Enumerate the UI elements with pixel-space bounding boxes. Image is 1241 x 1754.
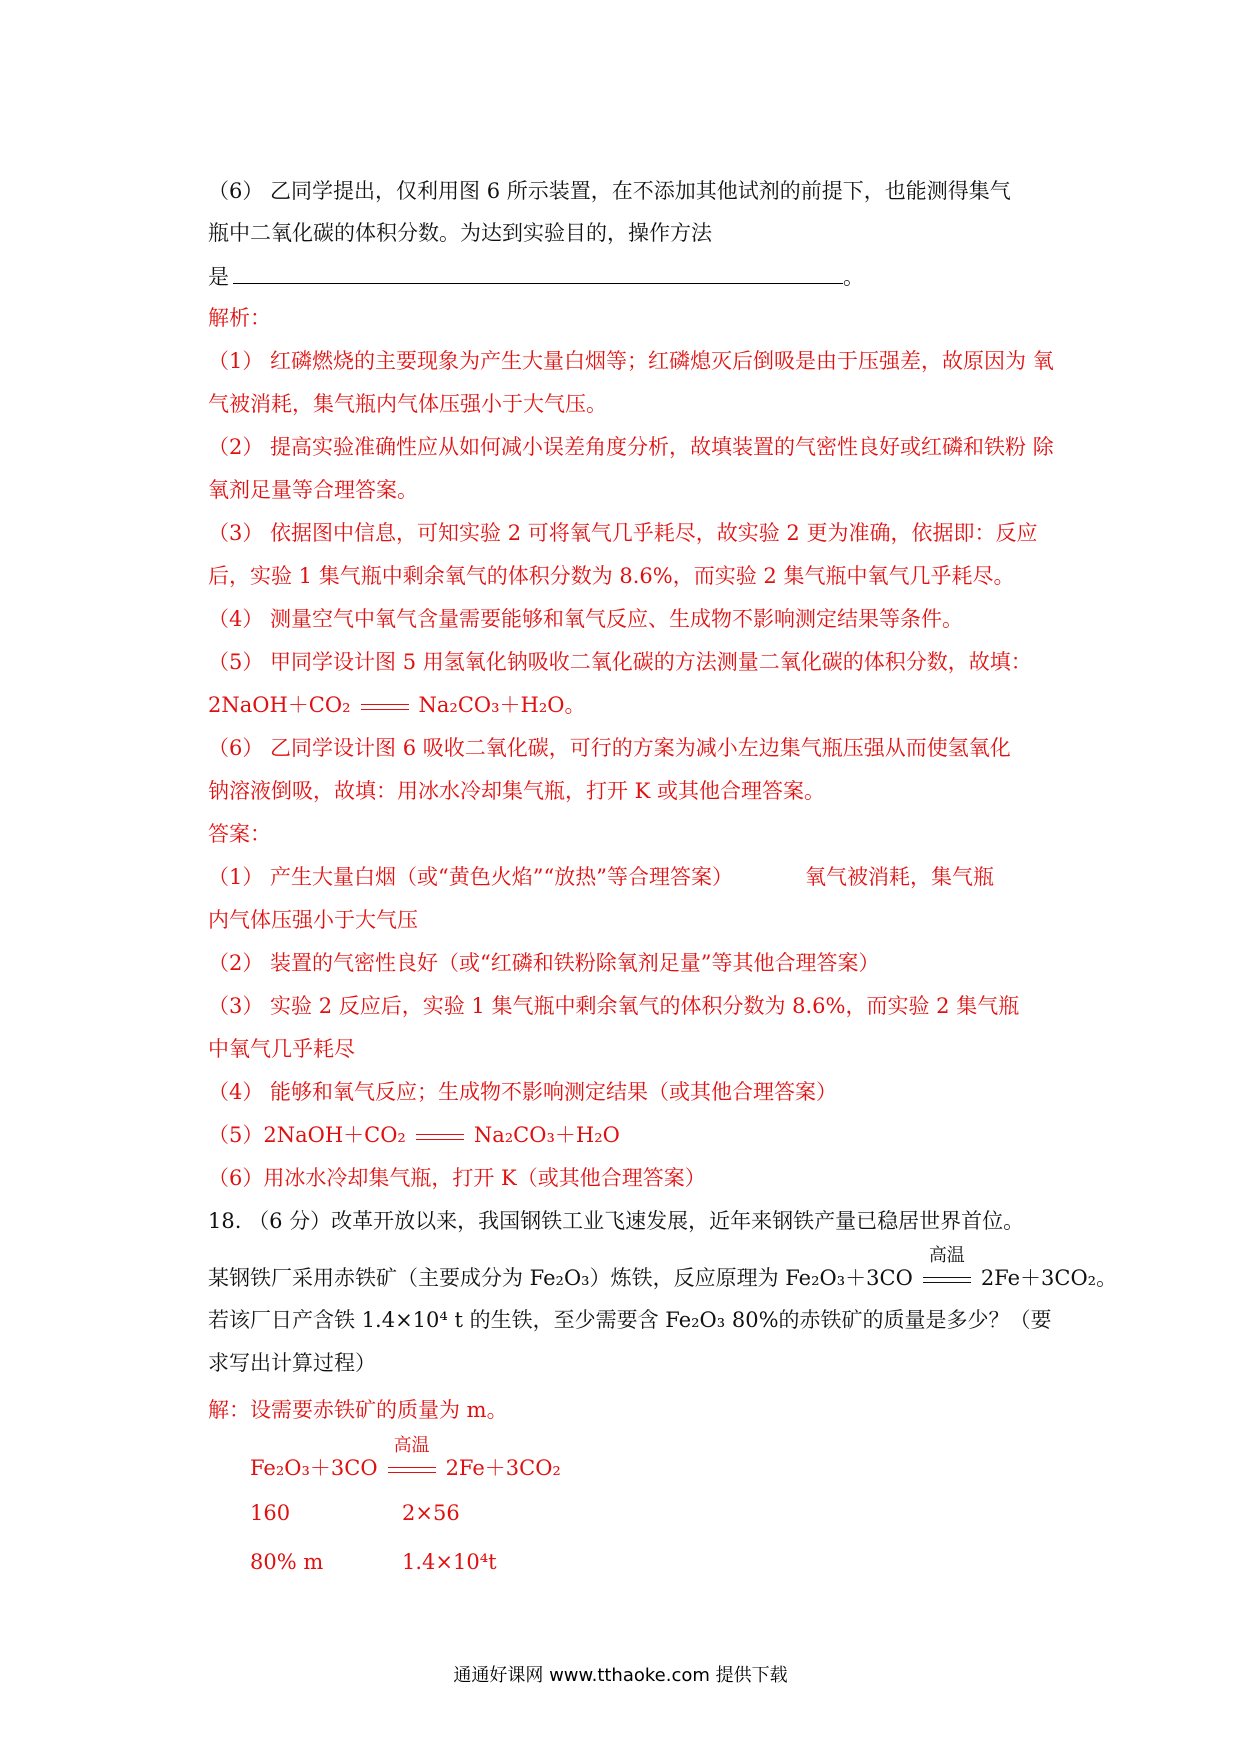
analysis-line: 钠溶液倒吸，故填：用冰水冷却集气瓶，打开 K 或其他合理答案。 — [208, 779, 826, 803]
q18-line-1: 18. （6 分）改革开放以来，我国钢铁工业飞速发展，近年来钢铁产量已稳居世界首位。 — [208, 1209, 1025, 1233]
eq-left: 2NaOH＋CO₂ — [208, 693, 351, 717]
solution-row-1-right: 2×56 — [402, 1501, 460, 1525]
answer-2: （2） 装置的气密性良好（或“红磷和铁粉除氧剂足量”等其他合理答案） — [208, 951, 880, 975]
answer-blank — [233, 263, 843, 284]
answer-1-left: （1） 产生大量白烟（或“黄色火焰”“放热”等合理答案） — [208, 865, 733, 889]
analysis-heading: 解析： — [208, 306, 271, 330]
analysis-equation-5 — [208, 692, 585, 718]
reaction-arrow — [917, 1245, 977, 1291]
analysis-line: （4） 测量空气中氧气含量需要能够和氧气反应、生成物不影响测定结果等条件。 — [208, 607, 964, 631]
analysis-line: （1） 红磷燃烧的主要现象为产生大量白烟等；红磷熄灭后倒吸是由于压强差，故原因为 氧 — [208, 349, 1054, 373]
solution-row-1-left: 160 — [250, 1501, 291, 1525]
analysis-line: 氧剂足量等合理答案。 — [208, 478, 418, 502]
solution-line-1: 解：设需要赤铁矿的质量为 m。 — [208, 1398, 508, 1422]
page-footer: 通通好课网 www.tthaoke.com 提供下载 — [453, 1665, 788, 1686]
analysis-line: （2） 提高实验准确性应从如何减小误差角度分析，故填装置的气密性良好或红磷和铁粉 除 — [208, 435, 1054, 459]
eq-left: （5）2NaOH＋CO₂ — [208, 1123, 406, 1147]
solution-row-2-left: 80% m — [250, 1550, 324, 1574]
answer-5 — [208, 1122, 620, 1148]
analysis-line: 气被消耗，集气瓶内气体压强小于大气压。 — [208, 392, 607, 416]
solution-equation — [250, 1435, 561, 1481]
analysis-line: 后，实验 1 集气瓶中剩余氧气的体积分数为 8.6%，而实验 2 集气瓶中氧气几乎耗尽。 — [208, 564, 1015, 588]
answers-heading: 答案： — [208, 822, 271, 846]
q18-eq-right: 2Fe＋3CO₂。 — [980, 1266, 1118, 1290]
analysis-line: （6） 乙同学设计图 6 吸收二氧化碳，可行的方案为减小左边集气瓶压强从而使氢氧化 — [208, 736, 1011, 760]
q18-line-4: 求写出计算过程） — [208, 1351, 376, 1375]
equals-sign — [410, 1122, 470, 1148]
reaction-arrow — [382, 1435, 442, 1481]
analysis-line: （3） 依据图中信息，可知实验 2 可将氧气几乎耗尽，故实验 2 更为准确，依据即：反应 — [208, 521, 1038, 545]
q6-line-1: （6） 乙同学提出，仅利用图 6 所示装置，在不添加其他试剂的前提下，也能测得集气 — [208, 179, 1011, 203]
sol-eq-left: Fe₂O₃＋3CO — [250, 1456, 378, 1480]
q6-line-3 — [208, 263, 864, 290]
answer-1-right: 氧气被消耗，集气瓶 — [804, 865, 994, 889]
answer-3: （3） 实验 2 反应后，实验 1 集气瓶中剩余氧气的体积分数为 8.6%，而实验 2 集气瓶 — [208, 994, 1020, 1018]
answer-1 — [208, 864, 994, 890]
sol-eq-right: 2Fe＋3CO₂ — [445, 1456, 561, 1480]
q18-line-2 — [208, 1245, 1118, 1291]
q6-line-2: 瓶中二氧化碳的体积分数。为达到实验目的，操作方法 — [208, 221, 712, 245]
answer-1-line-2: 内气体压强小于大气压 — [208, 908, 418, 932]
answer-4: （4） 能够和氧气反应；生成物不影响测定结果（或其他合理答案） — [208, 1080, 838, 1104]
equals-sign — [355, 692, 415, 718]
reaction-condition: 高温 — [928, 1245, 965, 1266]
answer-3-line-2: 中氧气几乎耗尽 — [208, 1037, 355, 1061]
reaction-condition: 高温 — [393, 1435, 430, 1456]
eq-right: Na₂CO₃＋H₂O — [473, 1123, 620, 1147]
solution-row-2-right: 1.4×10⁴t — [402, 1550, 497, 1574]
q6-suffix: 。 — [843, 265, 864, 289]
q6-prefix: 是 — [208, 265, 229, 289]
eq-right: Na₂CO₃＋H₂O。 — [418, 693, 586, 717]
answer-6: （6）用冰水冷却集气瓶，打开 K（或其他合理答案） — [208, 1166, 706, 1190]
q18-eq-left: 某钢铁厂采用赤铁矿（主要成分为 Fe₂O₃）炼铁，反应原理为 Fe₂O₃＋3CO — [208, 1266, 913, 1290]
analysis-line: （5） 甲同学设计图 5 用氢氧化钠吸收二氧化碳的方法测量二氧化碳的体积分数，故填： — [208, 650, 1032, 674]
q18-line-3: 若该厂日产含铁 1.4×10⁴ t 的生铁，至少需要含 Fe₂O₃ 80%的赤铁矿的质量是多少？（要 — [208, 1308, 1052, 1332]
